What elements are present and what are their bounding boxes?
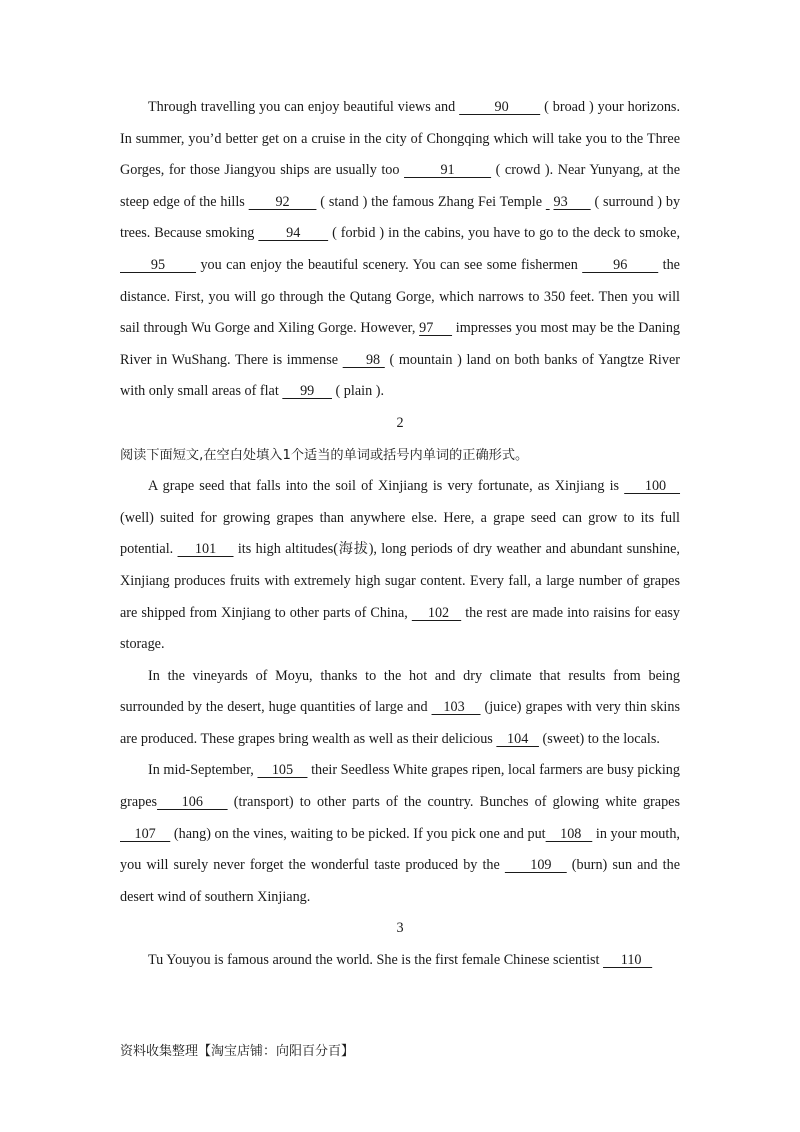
- passage-text: Through travelling you can enjoy beautiful views and: [148, 99, 460, 115]
- passage-text: the distance. First, you will go through the Qutang Gorge, which narrows to 350 feet. Then you will sail through Wu Gorge and Xiling Gorge. However,: [120, 256, 680, 337]
- answer-blank: 93: [553, 193, 591, 210]
- page-footer: 资料收集整理【淘宝店铺：向阳百分百】: [120, 1044, 355, 1059]
- answer-blank: 102: [411, 604, 462, 621]
- passage-text: ( broad ) your horizons. In summer, you’d better get on a cruise in the city of Chongqing which will take you to the Three Gorges, for those Jiangyou ships are usually too: [120, 99, 681, 179]
- answer-blank: 94: [258, 225, 329, 242]
- passage-2-paragraph-1: [120, 471, 680, 661]
- answer-blank: 90: [459, 99, 541, 115]
- passage-text: (juice) grapes with very thin skins are produced. These grapes bring wealth as well as their delicious: [120, 699, 680, 747]
- answer-blank: 99: [282, 383, 332, 400]
- passage-2-paragraph-3: [120, 755, 680, 913]
- section-3-number: 3: [396, 920, 404, 937]
- passage-2-paragraph-2: [120, 661, 680, 756]
- answer-blank: 104: [496, 730, 539, 747]
- answer-blank: 103: [431, 699, 481, 716]
- passage-text: its high altitudes(海拔), long periods of dry weather and abundant sunshine, Xinjiang produces fruits with extremely high sugar content. Every fall, a large number of grapes are shipped from Xinjiang to other parts of China,: [120, 541, 680, 621]
- answer-blank: 96: [582, 256, 659, 273]
- passage-text: in your mouth, you will surely never forget the wonderful taste produced by the: [120, 825, 680, 874]
- passage-text: the rest are made into raisins for easy storage.: [120, 604, 681, 653]
- passage-1-paragraph: [120, 92, 680, 408]
- passage-text: (well) suited for growing grapes than anywhere else. Here, a grape seed can grow to its full potential.: [120, 509, 680, 558]
- passage-text: their Seedless White grapes ripen, local farmers are busy picking grapes: [120, 762, 680, 811]
- answer-blank: 109: [504, 857, 567, 874]
- passage-text: impresses you most may be the Daning River in WuShang. There is immense: [120, 320, 681, 368]
- answer-blank: 95: [120, 256, 197, 273]
- passage-text: (burn) sun and the desert wind of southern Xinjiang.: [120, 857, 680, 905]
- passage-text: ( forbid ) in the cabins, you have to go to the deck to smoke,: [328, 225, 680, 242]
- document-body: [120, 92, 680, 977]
- answer-blank: 107: [120, 825, 171, 842]
- passage-text: you can enjoy the beautiful scenery. You can see some fishermen: [196, 256, 583, 273]
- passage-text: ( mountain ) land on both banks of Yangtze River with only small areas of flat: [120, 351, 680, 400]
- passage-text: In mid-September,: [148, 762, 258, 779]
- passage-text: (hang) on the vines, waiting to be picked. If you pick one and put: [170, 825, 546, 842]
- passage-text: ( stand ) the famous Zhang Fei Temple: [316, 193, 546, 210]
- passage-text: ( surround ) by trees. Because smoking: [120, 193, 681, 242]
- passage-text: Tu Youyou is famous around the world. She is the first female Chinese scientist: [148, 952, 604, 969]
- answer-blank: 97: [419, 320, 453, 337]
- passage-3-paragraph: [120, 945, 680, 977]
- answer-blank: 105: [257, 762, 308, 779]
- section-2-instruction: 阅读下面短文,在空白处填入1个适当的单词或括号内单词的正确形式。: [120, 447, 529, 463]
- answer-blank: 91: [404, 162, 492, 179]
- answer-blank: 106: [157, 794, 228, 811]
- section-2-number: 2: [396, 414, 404, 431]
- passage-text: (sweet) to the locals.: [538, 730, 660, 747]
- passage-text: ( crowd ). Near Yunyang, at the steep edge of the hills: [120, 162, 681, 210]
- passage-text: A grape seed that falls into the soil of Xinjiang is very fortunate, as Xinjiang is: [148, 478, 625, 495]
- answer-blank: 92: [248, 193, 317, 210]
- answer-blank: 108: [545, 825, 593, 842]
- passage-text: ( plain ).: [331, 383, 384, 400]
- passage-text: (transport) to other parts of the country. Bunches of glowing white grapes: [227, 794, 680, 811]
- answer-blank: 110: [603, 952, 653, 969]
- answer-blank: 100: [624, 478, 681, 495]
- passage-text: In the vineyards of Moyu, thanks to the hot and dry climate that results from being surrounded by the desert, huge quantities of large and: [120, 667, 680, 716]
- answer-blank: 101: [177, 541, 234, 558]
- answer-blank: 98: [342, 351, 385, 368]
